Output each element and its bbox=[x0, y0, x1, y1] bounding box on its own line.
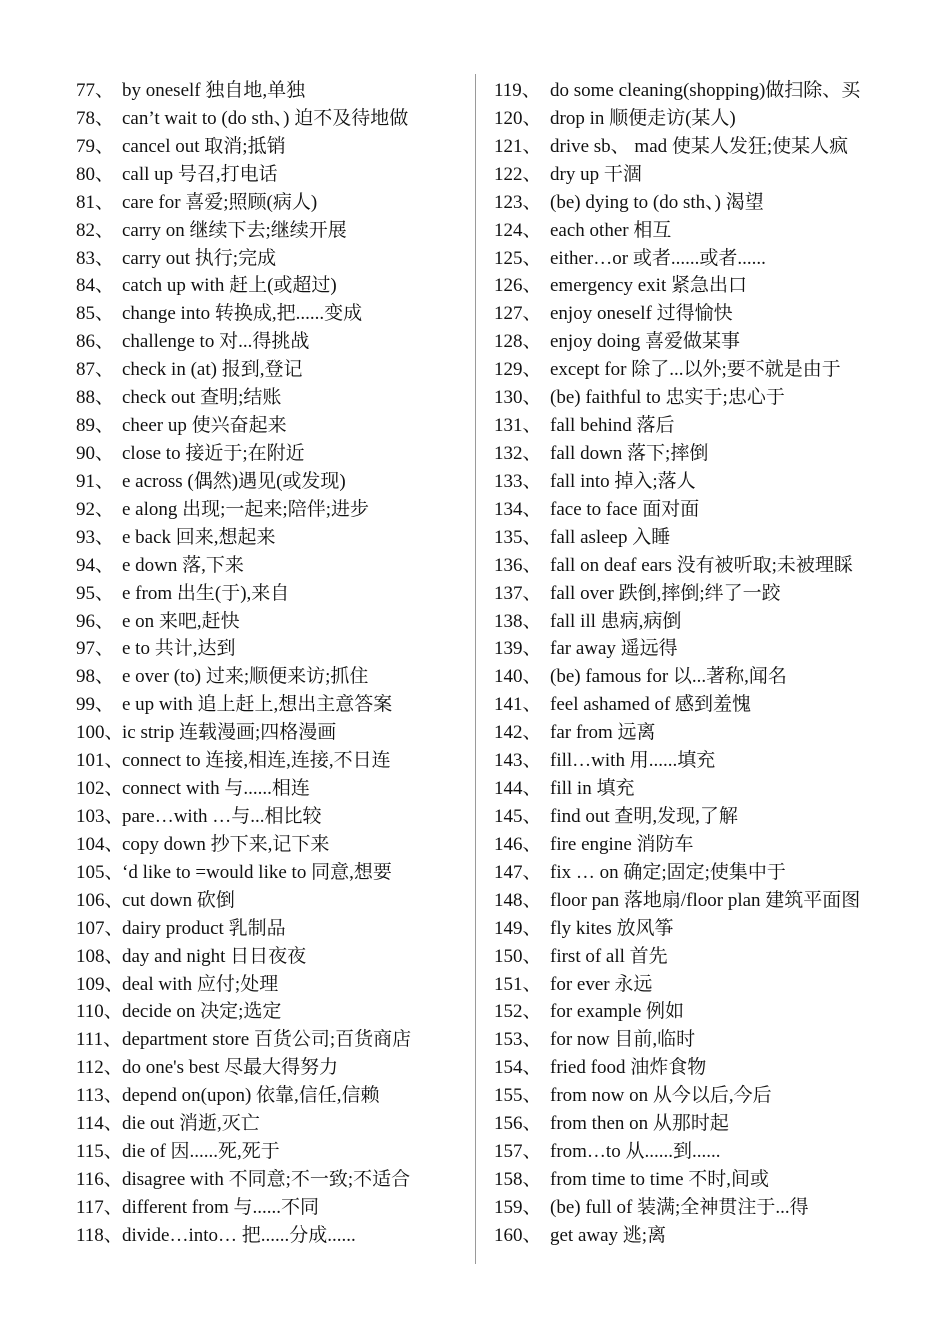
entry-number: 125、 bbox=[494, 247, 542, 269]
entry-text: dry up 干涸 bbox=[550, 163, 642, 185]
entry-text: fried food 油炸食物 bbox=[550, 1057, 707, 1079]
entry-number: 120、 bbox=[494, 107, 542, 129]
phrase-entry bbox=[494, 998, 934, 1026]
phrase-entry bbox=[76, 105, 466, 133]
entry-text: floor pan 落地扇/floor plan 建筑平面图 bbox=[550, 889, 861, 911]
entry-number: 84、 bbox=[76, 275, 115, 297]
entry-number: 124、 bbox=[494, 219, 542, 241]
entry-number: 158、 bbox=[494, 1168, 542, 1190]
entry-number: 78、 bbox=[76, 107, 115, 129]
entry-number: 149、 bbox=[494, 917, 542, 939]
entry-text: each other 相互 bbox=[550, 219, 672, 241]
entry-number: 129、 bbox=[494, 359, 542, 381]
phrase-entry bbox=[494, 859, 934, 887]
entry-text: change into 转换成,把......变成 bbox=[122, 303, 363, 325]
entry-number: 91、 bbox=[76, 470, 115, 492]
entry-number: 144、 bbox=[494, 778, 542, 800]
entry-text: close to 接近于;在附近 bbox=[122, 442, 305, 464]
phrase-entry bbox=[494, 580, 934, 608]
entry-number: 142、 bbox=[494, 722, 542, 744]
entry-text: can’t wait to (do sth、) 迫不及待地做 bbox=[122, 107, 409, 129]
entry-text: fix … on 确定;固定;使集中于 bbox=[550, 861, 786, 883]
entry-number: 133、 bbox=[494, 470, 542, 492]
phrase-entry bbox=[76, 245, 466, 273]
entry-number: 146、 bbox=[494, 833, 542, 855]
entry-number: 130、 bbox=[494, 387, 542, 409]
phrase-entry bbox=[76, 1138, 466, 1166]
phrase-entry bbox=[494, 189, 934, 217]
entry-text: do some cleaning(shopping)做扫除、买 bbox=[550, 80, 861, 101]
entry-text: far from 远离 bbox=[550, 722, 656, 744]
entry-text: depend on(upon) 依靠,信任,信赖 bbox=[122, 1085, 380, 1107]
entry-number: 117、 bbox=[76, 1196, 123, 1218]
right-column bbox=[494, 77, 934, 1250]
entry-text: fall down 落下;摔倒 bbox=[550, 442, 709, 464]
phrase-entry bbox=[494, 1166, 934, 1194]
entry-text: pare…with …与...相比较 bbox=[122, 805, 322, 827]
phrase-entry bbox=[494, 105, 934, 133]
entry-text: e from 出生(于),来自 bbox=[122, 582, 290, 604]
entry-text: connect to 连接,相连,连接,不日连 bbox=[122, 750, 391, 772]
phrase-entry bbox=[76, 1194, 466, 1222]
entry-text: deal with 应付;处理 bbox=[122, 973, 279, 995]
phrase-entry bbox=[76, 496, 466, 524]
entry-text: cancel out 取消;抵销 bbox=[122, 135, 286, 157]
phrase-entry bbox=[494, 719, 934, 747]
entry-text: far away 遥远得 bbox=[550, 638, 678, 660]
phrase-entry bbox=[76, 1026, 466, 1054]
entry-number: 114、 bbox=[76, 1113, 123, 1135]
entry-number: 123、 bbox=[494, 191, 542, 213]
entry-text: die of 因......死,死于 bbox=[122, 1141, 280, 1163]
entry-text: from time to time 不时,间或 bbox=[550, 1168, 770, 1190]
phrase-entry bbox=[494, 356, 934, 384]
entry-text: e on 来吧,赶快 bbox=[122, 610, 240, 632]
entry-text: (be) dying to (do sth、) 渴望 bbox=[550, 191, 764, 213]
phrase-entry bbox=[76, 1222, 466, 1250]
entry-number: 83、 bbox=[76, 247, 115, 269]
entry-number: 116、 bbox=[76, 1168, 123, 1190]
entry-text: divide…into… 把......分成...... bbox=[122, 1224, 356, 1246]
entry-number: 102、 bbox=[76, 778, 124, 800]
phrase-entry bbox=[494, 1110, 934, 1138]
entry-text: catch up with 赶上(或超过) bbox=[122, 275, 337, 297]
phrase-entry bbox=[76, 803, 466, 831]
left-column bbox=[76, 77, 466, 1250]
entry-number: 86、 bbox=[76, 331, 115, 353]
entry-number: 121、 bbox=[494, 135, 542, 157]
entry-text: different from 与......不同 bbox=[122, 1196, 319, 1218]
phrase-entry bbox=[76, 635, 466, 663]
phrase-entry bbox=[76, 580, 466, 608]
entry-number: 101、 bbox=[76, 750, 124, 772]
phrase-entry bbox=[76, 133, 466, 161]
entry-text: care for 喜爱;照顾(病人) bbox=[122, 191, 318, 213]
entry-number: 81、 bbox=[76, 191, 115, 213]
entry-number: 105、 bbox=[76, 861, 124, 883]
entry-text: from…to 从......到...... bbox=[550, 1141, 721, 1163]
entry-text: fall on deaf ears 没有被听取;未被理睬 bbox=[550, 554, 853, 576]
entry-text: from now on 从今以后,今后 bbox=[550, 1085, 772, 1107]
entry-number: 104、 bbox=[76, 833, 124, 855]
entry-number: 147、 bbox=[494, 861, 542, 883]
entry-number: 95、 bbox=[76, 582, 115, 604]
entry-number: 115、 bbox=[76, 1141, 123, 1163]
entry-text: (be) full of 装满;全神贯注于...得 bbox=[550, 1196, 809, 1218]
entry-text: e along 出现;一起来;陪伴;进步 bbox=[122, 498, 369, 520]
column-divider bbox=[475, 74, 476, 1264]
entry-text: connect with 与......相连 bbox=[122, 778, 310, 800]
entry-text: fire engine 消防车 bbox=[550, 833, 694, 855]
phrase-entry bbox=[494, 608, 934, 636]
phrase-entry bbox=[76, 217, 466, 245]
entry-number: 96、 bbox=[76, 610, 115, 632]
entry-number: 103、 bbox=[76, 805, 124, 827]
phrase-entry bbox=[494, 775, 934, 803]
entry-number: 140、 bbox=[494, 666, 542, 688]
entry-number: 113、 bbox=[76, 1085, 123, 1107]
entry-number: 99、 bbox=[76, 694, 115, 716]
phrase-entry bbox=[494, 691, 934, 719]
phrase-entry bbox=[76, 719, 466, 747]
phrase-entry bbox=[76, 1082, 466, 1110]
entry-number: 107、 bbox=[76, 917, 124, 939]
entry-text: copy down 抄下来,记下来 bbox=[122, 833, 330, 855]
entry-number: 98、 bbox=[76, 666, 115, 688]
entry-number: 109、 bbox=[76, 973, 124, 995]
phrase-entry bbox=[76, 440, 466, 468]
entry-number: 118、 bbox=[76, 1224, 123, 1246]
entry-text: fall asleep 入睡 bbox=[550, 526, 671, 548]
phrase-entry bbox=[494, 1138, 934, 1166]
phrase-entry bbox=[494, 552, 934, 580]
phrase-entry bbox=[494, 887, 934, 915]
entry-number: 148、 bbox=[494, 889, 542, 911]
phrase-entry bbox=[494, 524, 934, 552]
entry-number: 85、 bbox=[76, 303, 115, 325]
phrase-entry bbox=[494, 747, 934, 775]
entry-number: 151、 bbox=[494, 973, 542, 995]
entry-number: 127、 bbox=[494, 303, 542, 325]
entry-text: fill in 填充 bbox=[550, 778, 635, 800]
entry-text: from then on 从那时起 bbox=[550, 1113, 729, 1135]
entry-text: cut down 砍倒 bbox=[122, 889, 235, 911]
entry-number: 126、 bbox=[494, 275, 542, 297]
phrase-entry bbox=[76, 775, 466, 803]
entry-number: 160、 bbox=[494, 1224, 542, 1246]
entry-number: 138、 bbox=[494, 610, 542, 632]
entry-text: die out 消逝,灭亡 bbox=[122, 1113, 260, 1135]
phrase-entry bbox=[494, 217, 934, 245]
phrase-entry bbox=[76, 915, 466, 943]
entry-text: ‘d like to =would like to 同意,想要 bbox=[122, 861, 392, 883]
entry-text: for now 目前,临时 bbox=[550, 1029, 696, 1051]
phrase-entry bbox=[494, 496, 934, 524]
entry-number: 153、 bbox=[494, 1029, 542, 1051]
entry-number: 141、 bbox=[494, 694, 542, 716]
entry-number: 135、 bbox=[494, 526, 542, 548]
phrase-entry bbox=[76, 663, 466, 691]
entry-text: either…or 或者......或者...... bbox=[550, 247, 766, 269]
entry-text: get away 逃;离 bbox=[550, 1224, 667, 1246]
entry-number: 88、 bbox=[76, 387, 115, 409]
entry-text: e up with 追上赶上,想出主意答案 bbox=[122, 694, 393, 716]
entry-number: 137、 bbox=[494, 582, 542, 604]
entry-number: 87、 bbox=[76, 359, 115, 381]
entry-text: ic strip 连载漫画;四格漫画 bbox=[122, 722, 337, 744]
entry-number: 112、 bbox=[76, 1057, 123, 1079]
entry-text: emergency exit 紧急出口 bbox=[550, 275, 747, 297]
entry-number: 106、 bbox=[76, 889, 124, 911]
phrase-entry bbox=[76, 77, 466, 105]
phrase-entry bbox=[76, 384, 466, 412]
entry-text: day and night 日日夜夜 bbox=[122, 945, 307, 967]
entry-number: 122、 bbox=[494, 163, 542, 185]
entry-text: cheer up 使兴奋起来 bbox=[122, 415, 287, 437]
entry-number: 94、 bbox=[76, 554, 115, 576]
entry-text: e down 落,下来 bbox=[122, 554, 244, 576]
entry-text: challenge to 对...得挑战 bbox=[122, 331, 310, 353]
phrase-entry bbox=[76, 971, 466, 999]
entry-number: 111、 bbox=[76, 1029, 123, 1051]
phrase-entry bbox=[494, 1194, 934, 1222]
entry-number: 100、 bbox=[76, 722, 124, 744]
phrase-entry bbox=[494, 272, 934, 300]
entry-number: 136、 bbox=[494, 554, 542, 576]
entry-number: 139、 bbox=[494, 638, 542, 660]
phrase-entry bbox=[76, 859, 466, 887]
entry-text: enjoy doing 喜爱做某事 bbox=[550, 331, 740, 353]
entry-number: 119、 bbox=[494, 80, 541, 101]
phrase-entry bbox=[76, 691, 466, 719]
phrase-entry bbox=[494, 831, 934, 859]
entry-number: 97、 bbox=[76, 638, 115, 660]
phrase-entry bbox=[494, 384, 934, 412]
phrase-entry bbox=[494, 635, 934, 663]
entry-number: 132、 bbox=[494, 442, 542, 464]
entry-number: 152、 bbox=[494, 1001, 542, 1023]
phrase-entry bbox=[494, 943, 934, 971]
entry-text: dairy product 乳制品 bbox=[122, 917, 286, 939]
entry-number: 154、 bbox=[494, 1057, 542, 1079]
entry-number: 157、 bbox=[494, 1141, 542, 1163]
entry-number: 155、 bbox=[494, 1085, 542, 1107]
entry-text: check out 查明;结账 bbox=[122, 387, 282, 409]
entry-text: (be) faithful to 忠实于;忠心于 bbox=[550, 387, 785, 409]
phrase-entry bbox=[76, 1054, 466, 1082]
entry-text: feel ashamed of 感到羞愧 bbox=[550, 694, 752, 716]
phrase-entry bbox=[76, 831, 466, 859]
entry-text: (be) famous for 以...著称,闻名 bbox=[550, 666, 787, 688]
entry-text: by oneself 独自地,单独 bbox=[122, 80, 306, 101]
phrase-entry bbox=[494, 245, 934, 273]
phrase-entry bbox=[76, 1166, 466, 1194]
entry-text: e over (to) 过来;顺便来访;抓住 bbox=[122, 666, 369, 688]
phrase-entry bbox=[494, 915, 934, 943]
phrase-entry bbox=[494, 803, 934, 831]
entry-text: fly kites 放风筝 bbox=[550, 917, 674, 939]
entry-number: 108、 bbox=[76, 945, 124, 967]
entry-number: 93、 bbox=[76, 526, 115, 548]
phrase-entry bbox=[76, 1110, 466, 1138]
entry-text: e back 回来,想起来 bbox=[122, 526, 276, 548]
entry-text: for ever 永远 bbox=[550, 973, 653, 995]
phrase-entry bbox=[76, 412, 466, 440]
entry-text: fall into 掉入;落人 bbox=[550, 470, 696, 492]
phrase-entry bbox=[76, 524, 466, 552]
entry-number: 159、 bbox=[494, 1196, 542, 1218]
entry-text: department store 百货公司;百货商店 bbox=[122, 1029, 412, 1051]
entry-number: 89、 bbox=[76, 415, 115, 437]
phrase-entry bbox=[494, 440, 934, 468]
entry-text: decide on 决定;选定 bbox=[122, 1001, 282, 1023]
entry-text: carry out 执行;完成 bbox=[122, 247, 277, 269]
entry-number: 134、 bbox=[494, 498, 542, 520]
entry-text: e across (偶然)遇见(或发现) bbox=[122, 470, 346, 492]
entry-number: 110、 bbox=[76, 1001, 123, 1023]
entry-text: fill…with 用......填充 bbox=[550, 750, 716, 772]
entry-text: fall behind 落后 bbox=[550, 415, 675, 437]
phrase-entry bbox=[494, 468, 934, 496]
phrase-entry bbox=[76, 272, 466, 300]
entry-text: first of all 首先 bbox=[550, 945, 668, 967]
entry-number: 77、 bbox=[76, 80, 115, 101]
entry-number: 143、 bbox=[494, 750, 542, 772]
phrase-entry bbox=[494, 1222, 934, 1250]
entry-text: fall over 跌倒,摔倒;绊了一跤 bbox=[550, 582, 781, 604]
phrase-entry bbox=[76, 552, 466, 580]
entry-text: find out 查明,发现,了解 bbox=[550, 805, 738, 827]
phrase-entry bbox=[76, 328, 466, 356]
entry-text: call up 号召,打电话 bbox=[122, 163, 278, 185]
phrase-entry bbox=[76, 468, 466, 496]
entry-text: drive sb、 mad 使某人发狂;使某人疯 bbox=[550, 135, 849, 157]
phrase-entry bbox=[76, 943, 466, 971]
phrase-entry bbox=[494, 77, 934, 105]
phrase-entry bbox=[494, 300, 934, 328]
entry-text: face to face 面对面 bbox=[550, 498, 700, 520]
phrase-entry bbox=[494, 1054, 934, 1082]
entry-number: 150、 bbox=[494, 945, 542, 967]
phrase-entry bbox=[494, 1026, 934, 1054]
entry-number: 156、 bbox=[494, 1113, 542, 1135]
entry-number: 90、 bbox=[76, 442, 115, 464]
entry-text: carry on 继续下去;继续开展 bbox=[122, 219, 347, 241]
phrase-entry bbox=[76, 747, 466, 775]
phrase-entry bbox=[494, 133, 934, 161]
phrase-entry bbox=[76, 998, 466, 1026]
entry-text: e to 共计,达到 bbox=[122, 638, 236, 660]
phrase-entry bbox=[76, 887, 466, 915]
phrase-entry bbox=[494, 161, 934, 189]
entry-text: fall ill 患病,病倒 bbox=[550, 610, 682, 632]
phrase-entry bbox=[494, 971, 934, 999]
entry-text: except for 除了...以外;要不就是由于 bbox=[550, 359, 841, 381]
phrase-entry bbox=[76, 189, 466, 217]
entry-number: 80、 bbox=[76, 163, 115, 185]
entry-text: drop in 顺便走访(某人) bbox=[550, 107, 736, 129]
entry-number: 79、 bbox=[76, 135, 115, 157]
entry-number: 128、 bbox=[494, 331, 542, 353]
entry-number: 131、 bbox=[494, 415, 542, 437]
entry-number: 92、 bbox=[76, 498, 115, 520]
phrase-entry bbox=[76, 300, 466, 328]
entry-number: 145、 bbox=[494, 805, 542, 827]
entry-text: disagree with 不同意;不一致;不适合 bbox=[122, 1168, 411, 1190]
entry-number: 82、 bbox=[76, 219, 115, 241]
phrase-entry bbox=[494, 328, 934, 356]
phrase-entry bbox=[76, 608, 466, 636]
entry-text: check in (at) 报到,登记 bbox=[122, 359, 303, 381]
phrase-entry bbox=[494, 663, 934, 691]
entry-text: for example 例如 bbox=[550, 1001, 685, 1023]
entry-text: enjoy oneself 过得愉快 bbox=[550, 303, 733, 325]
phrase-entry bbox=[494, 1082, 934, 1110]
entry-text: do one's best 尽最大得努力 bbox=[122, 1057, 339, 1079]
phrase-entry bbox=[494, 412, 934, 440]
phrase-entry bbox=[76, 356, 466, 384]
phrase-entry bbox=[76, 161, 466, 189]
